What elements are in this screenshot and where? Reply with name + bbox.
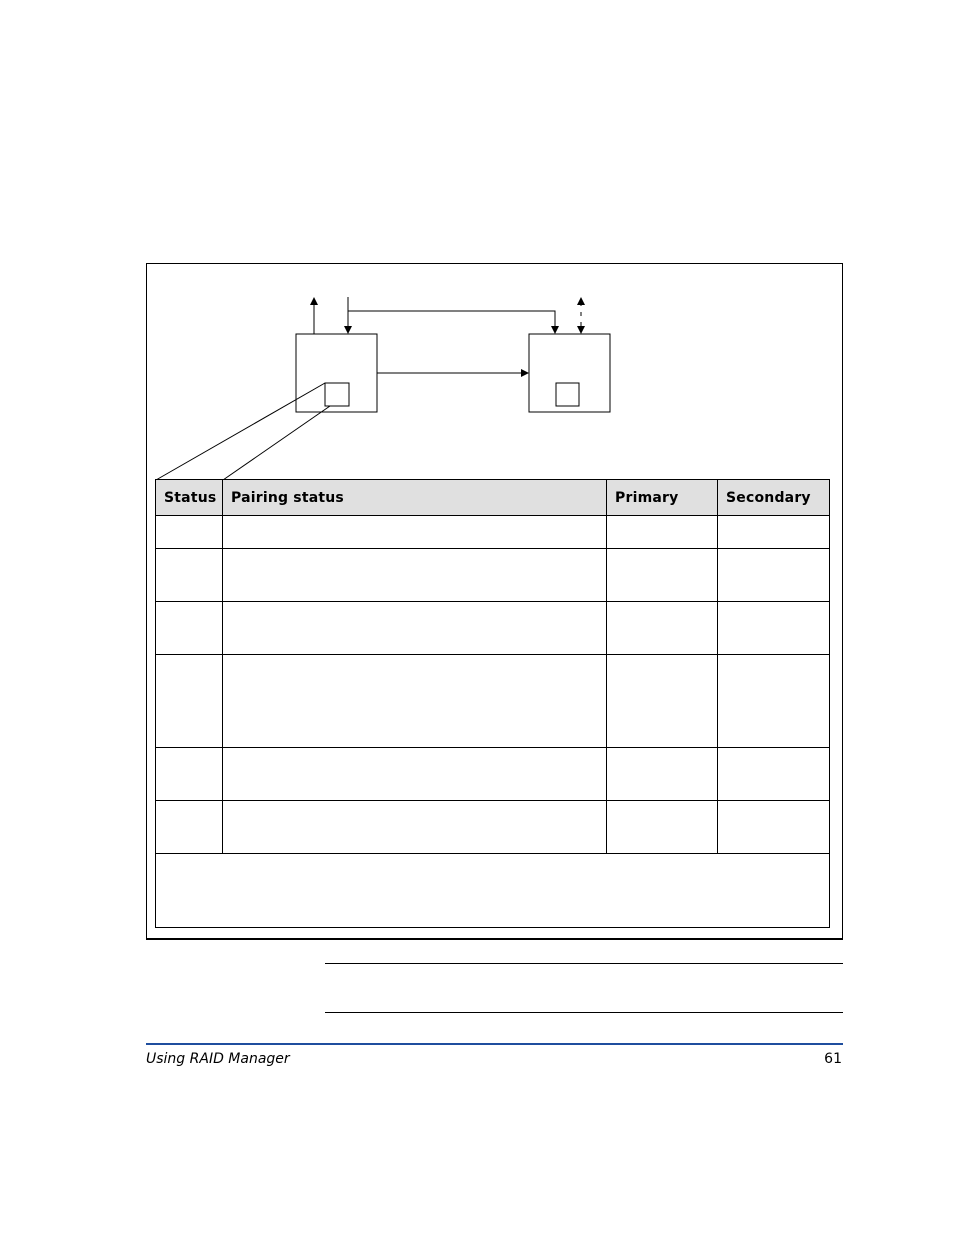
table-row — [156, 801, 830, 854]
secondary-volume-box — [529, 334, 610, 412]
table-cell — [156, 549, 223, 602]
table-cell — [156, 801, 223, 854]
pair-status-table — [155, 479, 830, 928]
note-rule-top — [325, 963, 843, 964]
table-row — [156, 602, 830, 655]
table-cell — [223, 801, 607, 854]
table-cell — [156, 602, 223, 655]
table-note-row — [156, 854, 830, 928]
table-cell — [156, 516, 223, 549]
header-status: Status — [156, 480, 223, 516]
table-cell — [223, 549, 607, 602]
table-cell — [718, 655, 830, 748]
table-header-row — [156, 480, 830, 516]
table-cell — [607, 801, 718, 854]
command-path — [348, 311, 555, 333]
table-cell — [607, 516, 718, 549]
pair-status-diagram — [0, 0, 954, 500]
primary-inner-volume — [325, 383, 349, 406]
table-cell — [718, 801, 830, 854]
header-secondary: Secondary — [718, 480, 830, 516]
note-rule-bottom — [325, 1012, 843, 1013]
footer-title: Using RAID Manager — [146, 1051, 290, 1067]
page-number: 61 — [824, 1051, 842, 1067]
table-cell — [718, 549, 830, 602]
table-cell — [156, 655, 223, 748]
table-cell — [607, 655, 718, 748]
table-cell — [223, 655, 607, 748]
table-row — [156, 549, 830, 602]
table-cell — [718, 748, 830, 801]
table-row — [156, 516, 830, 549]
table-cell — [223, 516, 607, 549]
secondary-inner-volume — [556, 383, 579, 406]
table-cell — [718, 516, 830, 549]
table-cell — [607, 549, 718, 602]
table-cell — [223, 602, 607, 655]
table-row — [156, 655, 830, 748]
callout-line-right — [223, 406, 330, 480]
table-cell — [718, 602, 830, 655]
callout-line-left — [156, 383, 325, 480]
table-cell — [607, 748, 718, 801]
table-cell — [223, 748, 607, 801]
header-pairing-status: Pairing status — [223, 480, 607, 516]
header-primary: Primary — [607, 480, 718, 516]
footer-rule — [146, 1043, 843, 1045]
table-row — [156, 748, 830, 801]
table-cell — [156, 748, 223, 801]
primary-volume-box — [296, 334, 377, 412]
table-note-cell — [156, 854, 830, 928]
table-cell — [607, 602, 718, 655]
